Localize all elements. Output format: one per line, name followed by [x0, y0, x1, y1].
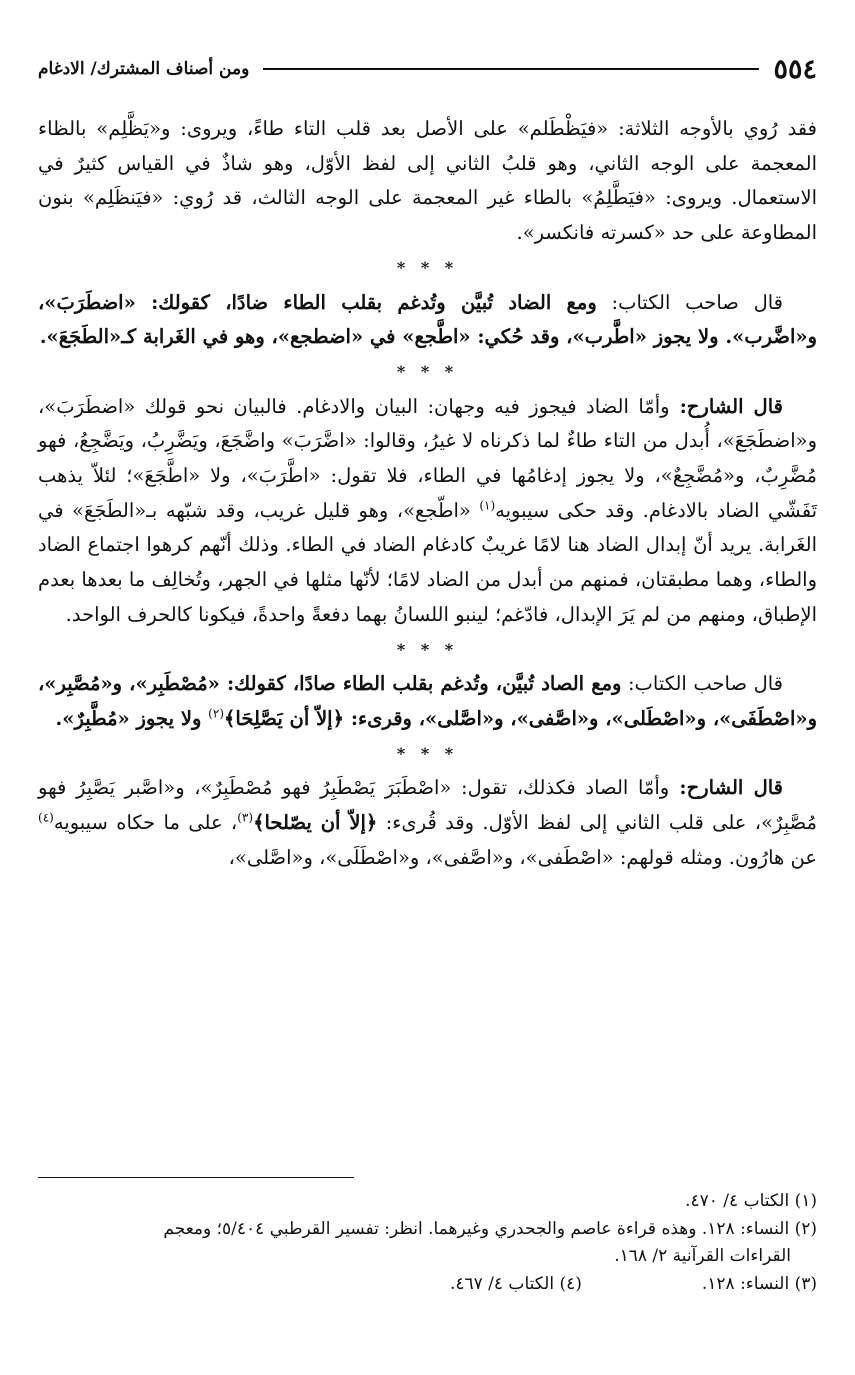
page-header	[38, 52, 817, 86]
paragraph-author-text-1	[38, 286, 817, 355]
section-divider: * * *	[396, 361, 459, 381]
paragraph-author-text-2	[38, 667, 817, 736]
footnote-ref: (٤)	[38, 810, 54, 825]
paragraph-intro: فقد رُوي بالأوجه الثلاثة: «فيَظْطَلم» على الأصل بعد قلب التاء طاءً، ويروى: و«يَظَّلِم» بالظاء المعجمة على الوجه الثاني، وهو قلبُ الثاني إلى لفظ الأوّل، وهو شاذٌ في القياس كثيرٌ في الاستعمال. ويروى: «فيَطَّلِمُ» بالطاء غير المعجمة على الوجه الثالث، قد رُوي: «فيَنظَلِم» بنون المطاوعة على حد «كسرته فانكسر».	[38, 117, 817, 245]
author-quote: ومع الضاد تُبيَّن وتُدغم بقلب الطاء ضادًا، كقولك: «اضطَرَبَ»، و«اضَّرب». ولا يجوز «اطَّرب»، وقد حُكي: «اطَّجع» في «اضطجع»، وهو في الغَرابة كـ«الطَجَعَ».	[38, 290, 817, 349]
footnote-1: (١) الكتاب ٤/ ٤٧٠.	[685, 1191, 817, 1211]
author-quote: ولا يجوز «مُطَّبِرٌ».	[55, 706, 209, 730]
footnote-separator	[38, 1177, 354, 1178]
footnotes	[38, 1188, 817, 1298]
footnote-row	[38, 1271, 817, 1299]
section-divider: * * *	[396, 743, 459, 763]
footnote-ref: (٣)	[237, 810, 254, 825]
section-divider: * * *	[396, 639, 459, 659]
footnote-4: (٤) الكتاب ٤/ ٤٦٧.	[449, 1273, 582, 1294]
commentary-text: ، على ما حكاه سيبويه	[53, 811, 238, 834]
section-divider: * * *	[396, 257, 459, 277]
footnote-2-continued: القراءات القرآنية ٢/ ١٦٨.	[614, 1246, 791, 1266]
author-quote: ومع الصاد تُبيَّن، وتُدغم بقلب الطاء صادًا، كقولك: «مُصْطَبِر»، و«مُصَّبِر»، و«اصْطَفَى»، و«اصْطَلى»، و«اصَّفى»، و«اصَّلى»، وقرىء: ﴿إلاّ أن يَصَّلِحَا﴾	[38, 672, 817, 730]
speaker-label: قال صاحب الكتاب:	[621, 672, 784, 696]
commentary-text: وأمّا الصاد فكذلك، تقول: «اصْطَبَرَ يَصْطَبِرُ فهو مُصْطَبِرٌ»، و«اصَّبر يَصَّبِرُ فهو مُصَّبِرٌ»، على قلب الثاني إلى لفظ الأوّل. وقد قُرىء:	[38, 776, 817, 834]
footnote-ref: (١)	[479, 498, 496, 513]
page-body	[38, 112, 817, 875]
page-number: ٥٥٤	[773, 53, 817, 85]
header-rule	[263, 68, 759, 70]
commentary-text: عن هارُون. ومثله قولهم: «اصْطَفى»، و«اصَّفى»، و«اصْطَلَى»، و«اصَّلى»،	[228, 845, 817, 869]
commentary-text: «اطّجع»، وهو قليل غريب، وقد شبّهه بـ«الطَجَعَ» في الغَرابة. يريد أنّ إبدال الضاد هنا لامًا غريبٌ كادغام الضاد في الطاء. وذلك أنّهم كرهوا اجتماع الضاد والطاء، وهما مطبقتان، فمنهم من أبدل من الضاد لامًا؛ لأنّها مثلها في الجهر، وتُخالِف ما بعدها بعدم الإطباق، ومنهم من لم يَرَ الإبدال، فادّغم؛ لينبو اللسانُ بهما دفعةً واحدةً، فيكونا كالحرف الواحد.	[38, 498, 817, 626]
speaker-label: قال الشارح:	[669, 776, 783, 800]
speaker-label: قال صاحب الكتاب:	[596, 290, 783, 314]
paragraph-commentary-1	[38, 390, 817, 633]
speaker-label: قال الشارح:	[669, 394, 783, 418]
footnote-3: (٣) النساء: ١٢٨.	[701, 1273, 817, 1294]
footnote-ref: (٢)	[208, 706, 224, 721]
paragraph-commentary-2	[38, 771, 817, 875]
quran-quote: ﴿إلاّ أن يصّلحا﴾	[253, 811, 378, 834]
running-title: ومن أصناف المشترك/ الادغام	[38, 59, 250, 79]
footnote-2: (٢) النساء: ١٢٨. وهذه قراءة عاصم والجحدري وغيرهما. انظر: تفسير القرطبي ٥/٤٠٤؛ ومعجم	[163, 1218, 817, 1239]
commentary-text: وأمّا الضاد فيجوز فيه وجهان: البيان والادغام. فالبيان نحو قولك «اضطَرَبَ»، و«اضطَجَعَ»، أُبدل من التاء طاءٌ لما ذكرناه لا غيرُ، وقالوا: «اضَّرَبَ» واضَّجَعَ، ويَضَّرِبُ، ويَضَّجِعُ، فهو مُضَّرِبٌ، و«مُضَّجِعٌ»، ولا يجوز إدغامُها في الطاء، فلا تقول: «اطَّرَبَ»، ولا «اطَّجَعَ»؛ لئلاّ يذهب تَفَشّي الضاد بالادغام. وقد حكى سيبويه	[38, 394, 817, 522]
